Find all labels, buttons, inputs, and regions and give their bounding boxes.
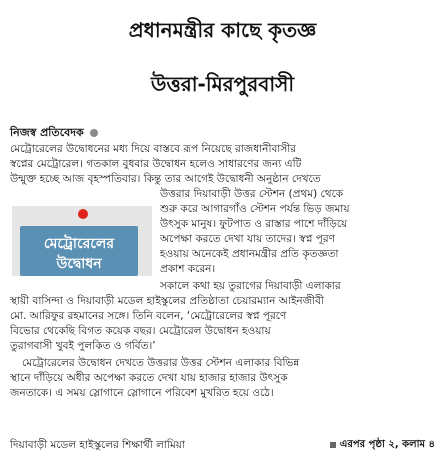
body-line: মেট্রোরেলের উদ্বোধনের মধ্য দিয়ে বাস্তবে রূপ নিয়েছে রাজধানীবাসীর [10,143,297,155]
continued-label: এরপর পৃষ্ঠা ২, কলাম ৪ [339,438,435,450]
red-dot-icon [78,209,88,219]
body-line: দিয়াবাড়ী মডেল হাইস্কুলের শিক্ষার্থী লামিয়া [10,439,186,451]
feature-label-line-2: উদ্বোধন [56,256,102,272]
body-line: শুরু করে আগারগাঁও স্টেশন পর্যন্ত ভিড় জমায় [160,203,350,215]
body-line: উত্তরার দিয়াবাড়ী উত্তর স্টেশন (প্রথম) থেকে [160,188,344,200]
headline-line-1: প্রধানমন্ত্রীর কাছে কৃতজ্ঞ [128,18,317,42]
body-line: হওয়ায় অনেকেই প্রধানমন্ত্রীর প্রতি কৃতজ্ঞতা [160,248,339,260]
square-bullet-icon [330,442,336,448]
body-line: অপেক্ষা করতে দেখা যায় তাদের। স্বপ্ন পূরণ [160,233,335,245]
body-line: স্থানে দাঁড়িয়ে অধীর অপেক্ষা করতে দেখা যায় হাজার হাজার উৎসুক [10,372,288,384]
body-line: মেট্রোরেলের উদ্বোধন দেখতে উত্তরার উত্তর স্টেশন এলাকার বিভিন্ন [22,357,300,369]
body-line: স্বপ্নের মেট্রোরেল। গতকাল বুধবার উদ্বোধন হলেও সাধারণের জন্য এটি [10,158,302,170]
byline-bullet-icon [90,129,98,137]
continued-note [330,438,435,452]
body-line: বিভোর থেকেছি বিগত কয়েক বছর। মেট্রোরেল উদ্বোধন হওয়ায় [10,325,271,337]
headline-line-2: উত্তরা-মিরপুরবাসী [150,72,295,96]
byline: নিজস্ব প্রতিবেদক [10,125,84,139]
body-line: স্থায়ী বাসিন্দা ও দিয়াবাড়ী মডেল হাইস্কুলের প্রতিষ্ঠাতা চেয়ারম্যান আইনজীবী [10,295,324,307]
body-line: মো. আরিফুর রহমানের সঙ্গে। তিনি বলেন, ‘মেট্রোরেলের স্বপ্ন পূরণে [10,310,287,322]
body-line: জনতাকে। এ সময় স্লোগানে স্লোগানে পরিবেশ মুখরিত হয়ে ওঠে। [10,387,274,399]
body-line: তুরাগবাসী খুবই পুলকিত ও গর্বিত।’ [10,340,156,352]
body-line: প্রকাশ করেন। [160,263,216,275]
byline-row [10,126,98,140]
body-line: উৎসুক মানুষ। ফুটপাত ও রাস্তার পাশে দাঁড়িয়ে [160,218,348,230]
body-line: সকালে কথা হয় তুরাগের দিয়াবাড়ী এলাকার [160,280,341,292]
feature-label-line-1: মেট্রোরেলের [43,236,115,252]
body-line: উন্মুক্ত হচ্ছে আজ বৃহস্পতিবার। কিন্তু তার আগেই উদ্বোধনী অনুষ্ঠান দেখতে [10,173,321,185]
